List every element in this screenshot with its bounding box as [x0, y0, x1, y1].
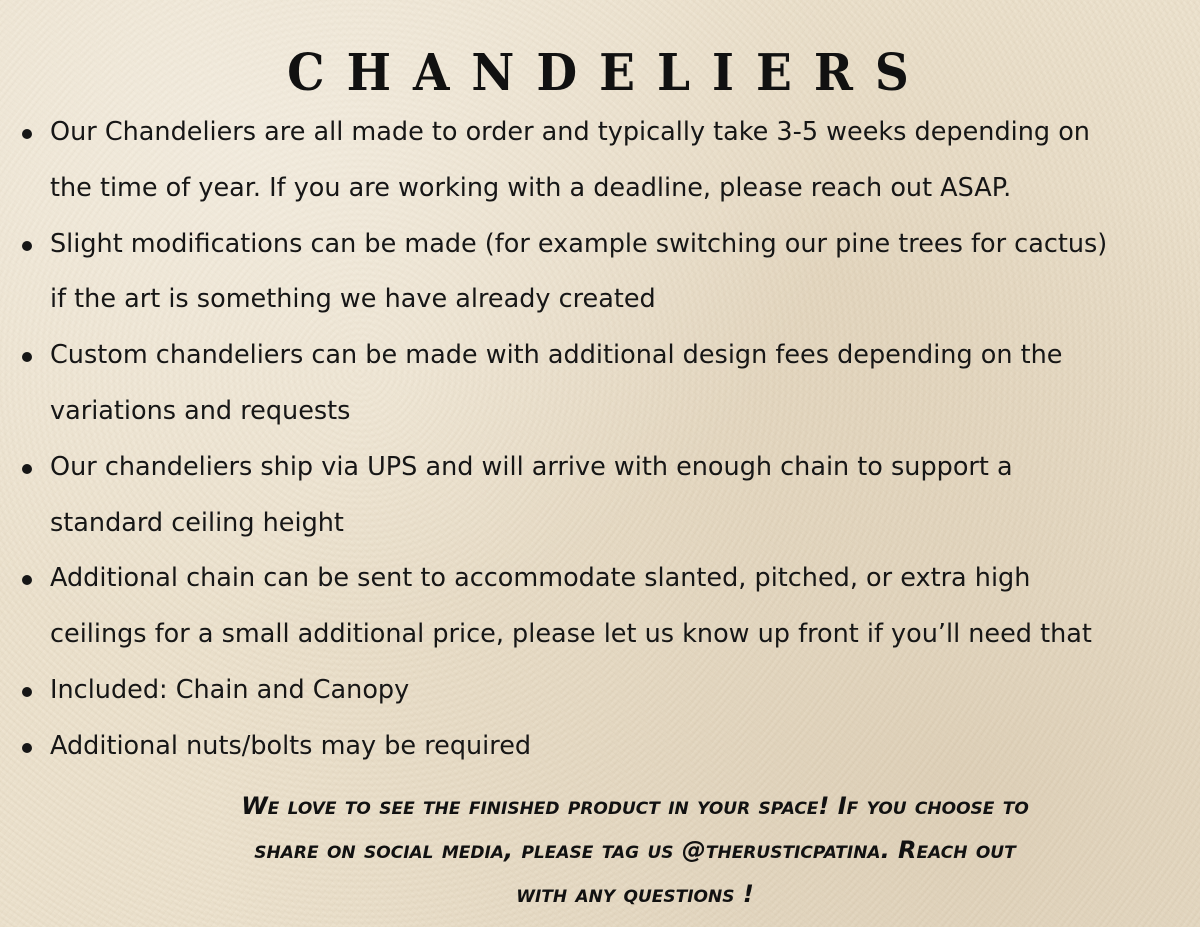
- bullet-dot-icon: [22, 129, 32, 139]
- bullet-text-line: ceilings for a small additional price, please let us know up front if you’ll need that: [50, 619, 1092, 650]
- closing-message: [80, 784, 1190, 916]
- bullet-text-line: Custom chandeliers can be made with additional design fees depending on the: [50, 340, 1063, 371]
- bullet-text-line: variations and requests: [50, 395, 351, 426]
- bullet-dot-icon: [22, 687, 32, 697]
- bullet-text-line: Our chandeliers ship via UPS and will arrive with enough chain to support a: [50, 451, 1013, 482]
- page-title: CHANDELIERS: [287, 43, 931, 104]
- bullet-text-line: the time of year. If you are working with a deadline, please reach out ASAP.: [50, 172, 1012, 203]
- bullet-dot-icon: [22, 575, 32, 585]
- bullet-dot-icon: [22, 464, 32, 474]
- bullet-item-custom: [20, 328, 1190, 440]
- bullet-text-line: standard ceiling height: [50, 507, 344, 538]
- bullet-item-additional-chain: [20, 551, 1190, 663]
- bullet-dot-icon: [22, 743, 32, 753]
- bullet-text-line: Included: Chain and Canopy: [50, 674, 410, 705]
- closing-line: We love to see the finished product in your space! If you choose to: [241, 792, 1029, 820]
- bullet-item-included: [20, 663, 1190, 719]
- bullet-item-hardware: [20, 719, 1190, 775]
- bullet-text-line: Our Chandeliers are all made to order and typically take 3-5 weeks depending on: [50, 117, 1090, 147]
- info-bullet-list: [20, 105, 1190, 775]
- bullet-item-lead-time: [20, 105, 1190, 217]
- bullet-text-line: Additional nuts/bolts may be required: [50, 730, 532, 761]
- bullet-item-shipping: [20, 440, 1190, 552]
- closing-line: with any questions !: [516, 880, 754, 908]
- bullet-text-line: if the art is something we have already created: [50, 284, 656, 315]
- bullet-dot-icon: [22, 352, 32, 362]
- closing-line: share on social media, please tag us @therusticpatina. Reach out: [254, 836, 1016, 864]
- bullet-dot-icon: [22, 241, 32, 251]
- bullet-text-line: Slight modifications can be made (for example switching our pine trees for cactus): [50, 228, 1108, 259]
- bullet-text-line: Additional chain can be sent to accommodate slanted, pitched, or extra high: [50, 563, 1031, 594]
- bullet-item-modifications: [20, 217, 1190, 329]
